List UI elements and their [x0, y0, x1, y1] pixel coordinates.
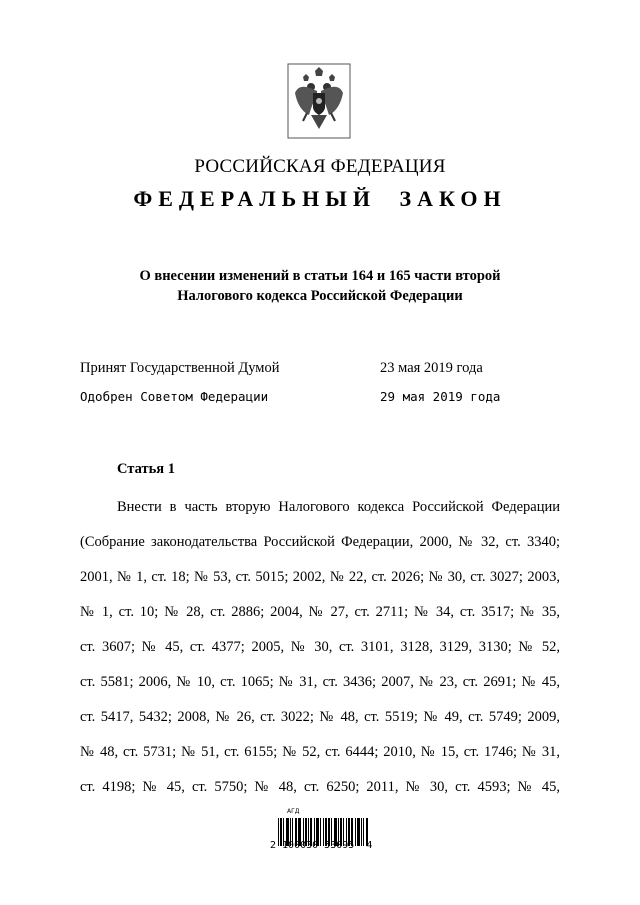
approved-by-council-label: Одобрен Советом Федерации — [80, 389, 269, 404]
article-line: (Собрание законодательства Российской Федерации, 2000, № 32, ст. 3340; — [80, 534, 560, 550]
approved-by-council-date: 29 мая 2019 года — [380, 389, 501, 404]
barcode — [276, 810, 372, 862]
article-line: Внести в часть вторую Налогового кодекса Российской Федерации — [117, 499, 560, 515]
article-line: № 48, ст. 5731; № 51, ст. 6155; № 52, ст. 6444; 2010, № 15, ст. 1746; № 31, — [80, 744, 560, 760]
article-line: ст. 3607; № 45, ст. 4377; 2005, № 30, ст. 3101, 3128, 3129, 3130; № 52, — [80, 639, 560, 655]
country-heading: РОССИЙСКАЯ ФЕДЕРАЦИЯ — [194, 156, 446, 177]
article-heading: Статья 1 — [117, 461, 175, 477]
article-line: ст. 4198; № 45, ст. 5750; № 48, ст. 6250; 2011, № 30, ст. 4593; № 45, — [80, 779, 560, 795]
article-line: № 1, ст. 10; № 28, ст. 2886; 2004, № 27, ст. 2711; № 34, ст. 3517; № 35, — [80, 604, 560, 620]
document-type-heading: ФЕДЕРАЛЬНЫЙ ЗАКОН — [133, 186, 507, 211]
adopted-by-duma-date: 23 мая 2019 года — [380, 360, 483, 376]
law-title-line-1: О внесении изменений в статьи 164 и 165 части второй — [139, 268, 501, 284]
barcode-mark: АГД — [287, 808, 300, 815]
article-line: ст. 5581; 2006, № 10, ст. 1065; № 31, ст. 3436; 2007, № 23, ст. 2691; № 45, — [80, 674, 560, 690]
barcode-number: 2 100030 53095 4 — [270, 840, 373, 851]
coat-of-arms-emblem — [287, 63, 351, 139]
article-line: 2001, № 1, ст. 18; № 53, ст. 5015; 2002, № 22, ст. 2026; № 30, ст. 3027; 2003, — [80, 569, 560, 585]
adopted-by-duma-label: Принят Государственной Думой — [80, 360, 280, 376]
article-line: ст. 5417, 5432; 2008, № 26, ст. 3022; № 48, ст. 5519; № 49, ст. 5749; 2009, — [80, 709, 560, 725]
law-title — [100, 266, 540, 306]
article-body — [80, 490, 560, 805]
law-title-line-2: Налогового кодекса Российской Федерации — [177, 288, 463, 304]
